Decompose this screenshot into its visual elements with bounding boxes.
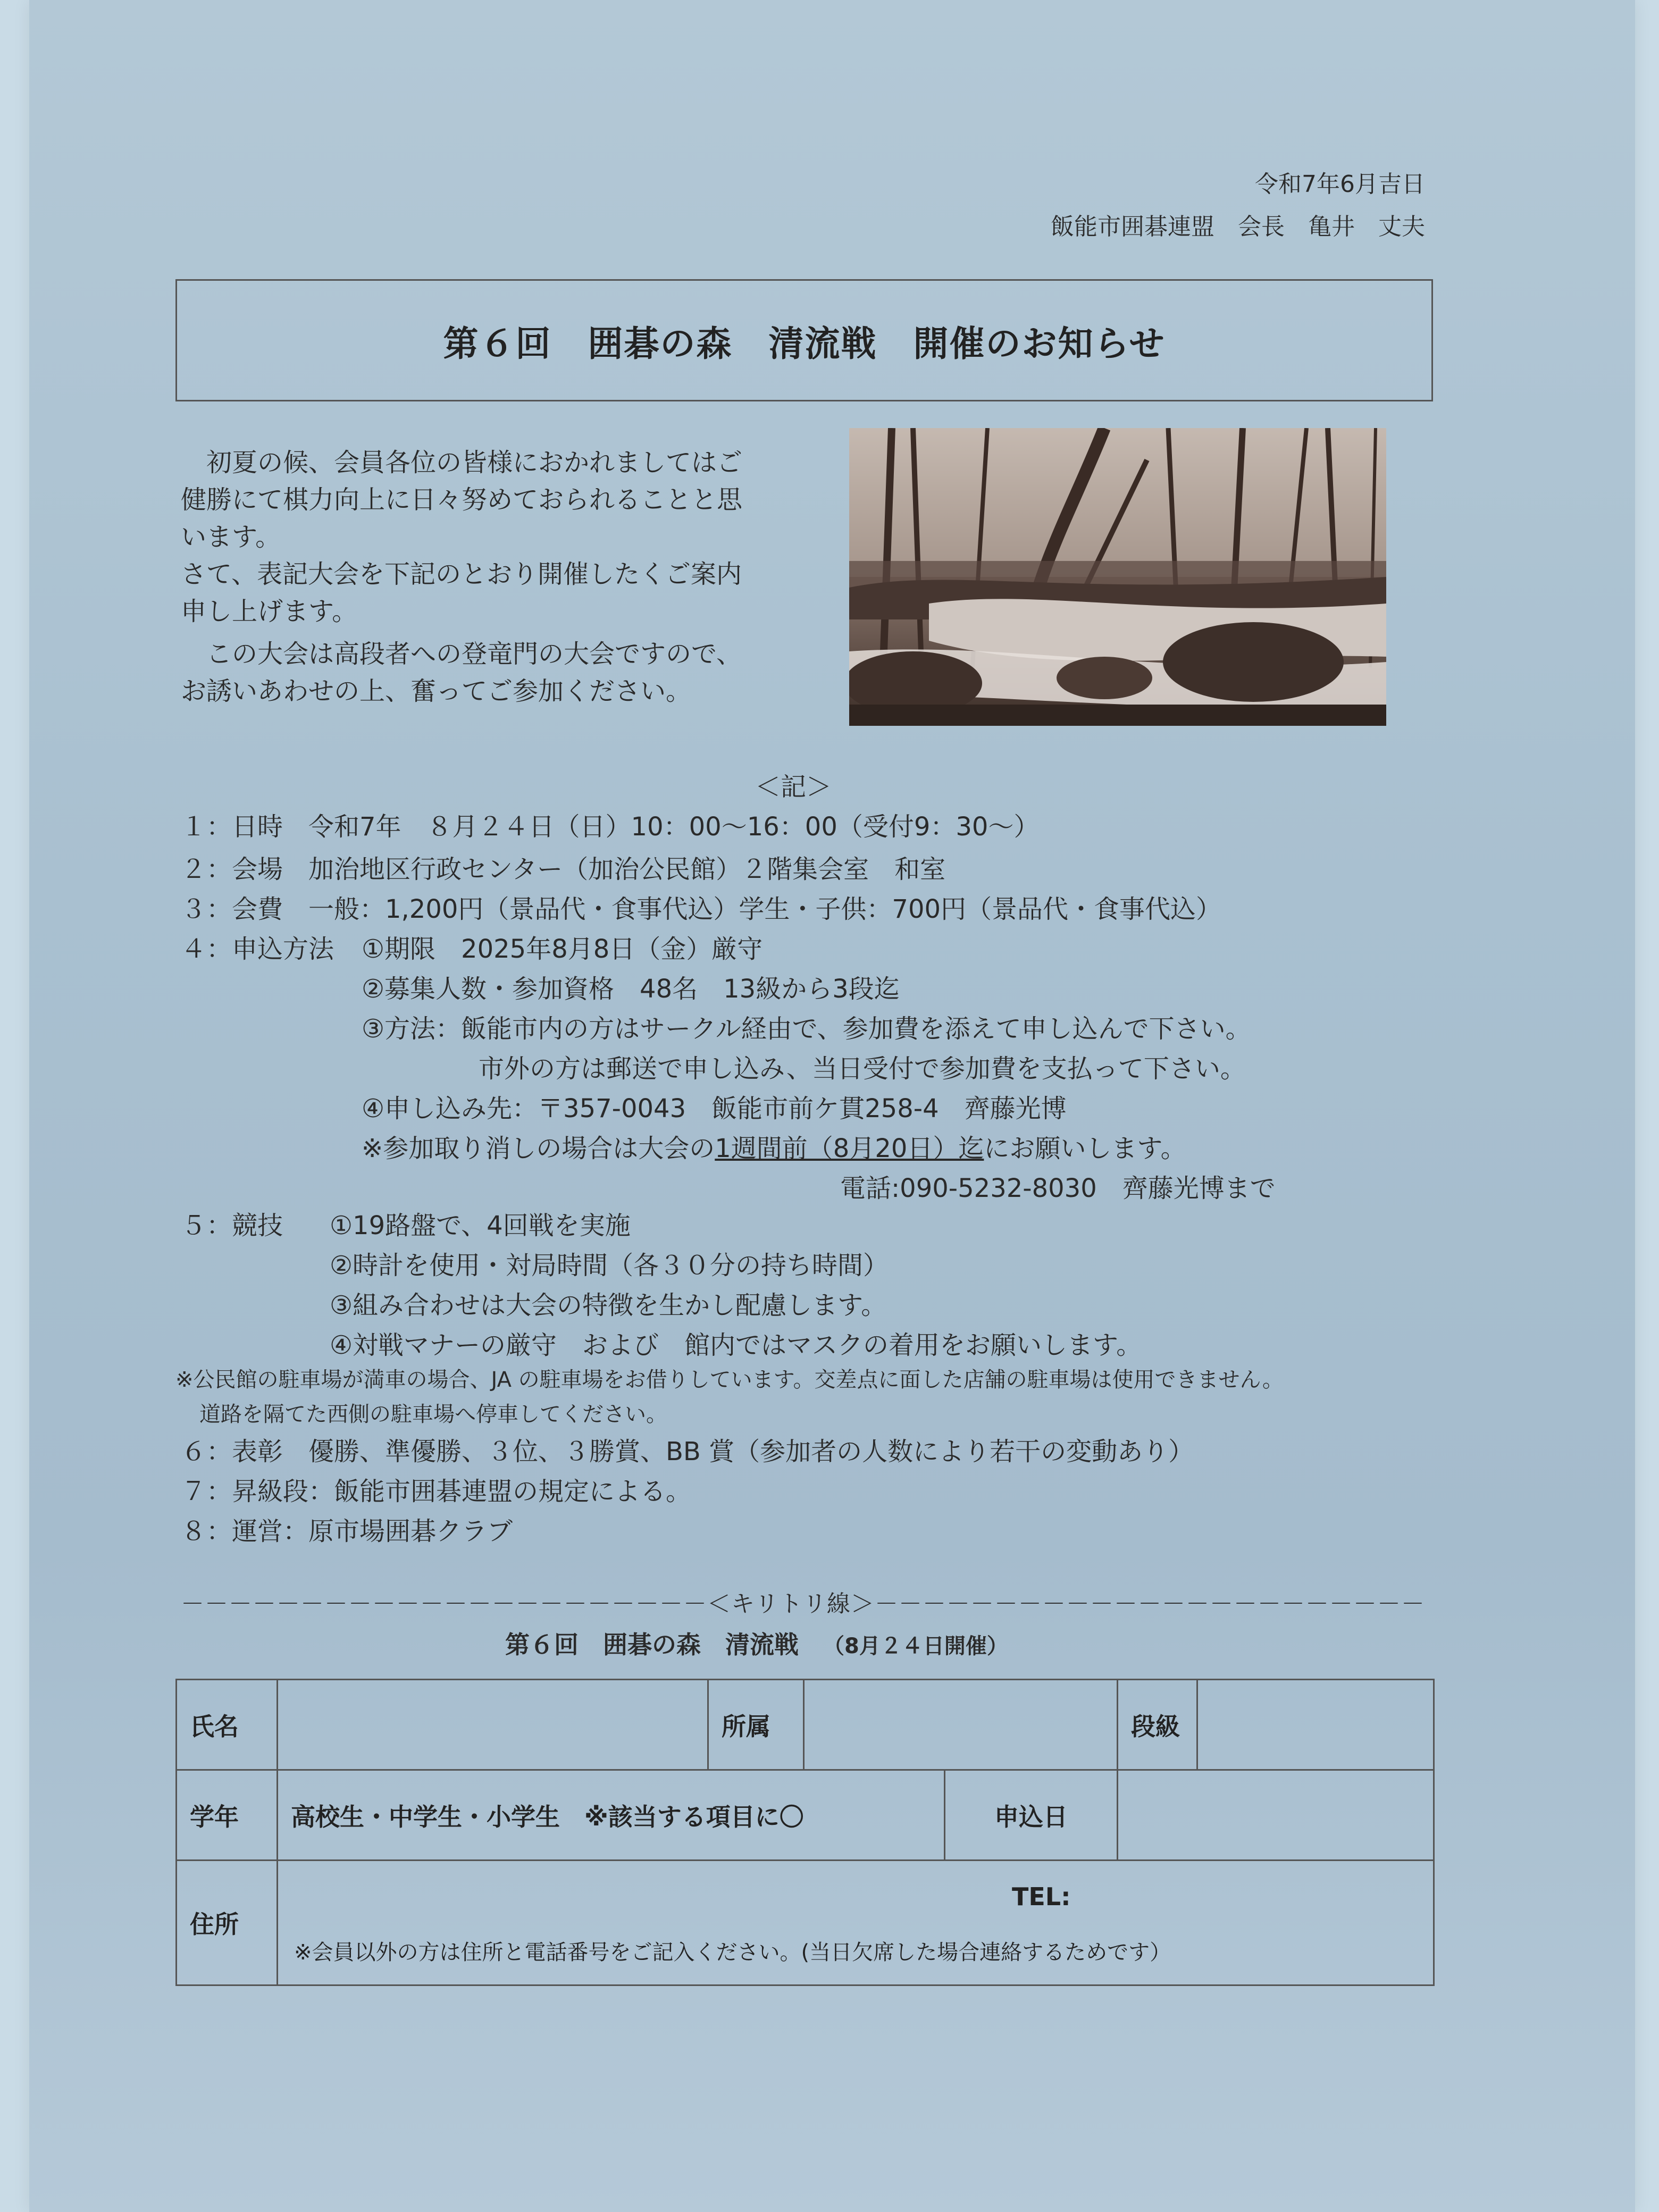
cancel-note-post: にお願いします。: [984, 1134, 1186, 1163]
affiliation-label: 所属: [708, 1680, 804, 1770]
address-note: ※会員以外の方は住所と電話番号をご記入ください。(当日欠席した場合連絡するためです）: [294, 1940, 1171, 1965]
intro-line: お誘いあわせの上、奮ってご参加ください。: [181, 676, 692, 706]
tel-label: TEL:: [1012, 1882, 1071, 1911]
grade-label: 学年: [177, 1770, 278, 1861]
cancel-note: [362, 1130, 1186, 1167]
intro-line: この大会は高段者への登竜門の大会ですので、: [181, 639, 742, 669]
item-competition-label: ５：競技: [181, 1211, 283, 1241]
intro-line: います。: [181, 522, 281, 552]
name-field[interactable]: [278, 1680, 708, 1770]
application-deadline: ①期限 2025年8月8日（金）厳守: [362, 934, 763, 964]
name-label: 氏名: [177, 1680, 278, 1770]
apply-date-label: 申込日: [945, 1770, 1118, 1861]
grade-options[interactable]: 高校生・中学生・小学生 ※該当する項目に〇: [278, 1770, 945, 1861]
forest-stream-photo: [849, 428, 1386, 726]
address-field[interactable]: [278, 1861, 1434, 1985]
intro-line: 初夏の候、会員各位の皆様におかれましてはご: [181, 448, 743, 477]
application-capacity: ②募集人数・参加資格 48名 13級から3段迄: [362, 974, 900, 1004]
application-form: [175, 1679, 1435, 1986]
item-awards: ６：表彰 優勝、準優勝、３位、３勝賞、BB 賞（参加者の人数により若干の変動あり）: [181, 1437, 1194, 1467]
ki-heading: ＜記＞: [755, 772, 832, 802]
item-datetime: １：日時 令和7年 ８月２４日（日）10：00〜16：00（受付9：30〜）: [181, 812, 1040, 842]
competition-rule-2: ②時計を使用・対局時間（各３０分の持ち時間）: [330, 1251, 889, 1280]
contact-phone: 電話:090-5232-8030 齊藤光博まで: [840, 1174, 1276, 1203]
affiliation-field[interactable]: [804, 1680, 1118, 1770]
item-organizer: ８：運営：原市場囲碁クラブ: [181, 1516, 513, 1546]
parking-note-2: 道路を隔てた西側の駐車場へ停車してください。: [199, 1402, 667, 1427]
application-method-city: ③方法：飯能市内の方はサークル経由で、参加費を添えて申し込んで下さい。: [362, 1014, 1251, 1044]
apply-date-field[interactable]: [1118, 1770, 1434, 1861]
organization-signature: 飯能市囲碁連盟 会長 亀井 丈夫: [1051, 213, 1425, 240]
item-venue: ２：会場 加治地区行政センター（加治公民館）２階集会室 和室: [181, 854, 946, 884]
intro-line: 申し上げます。: [181, 597, 358, 626]
form-title-text: 第６回 囲碁の森 清流戦: [505, 1630, 799, 1659]
form-title: [505, 1626, 1008, 1665]
application-address: ④申し込み先：〒357-0043 飯能市前ケ貫258-4 齊藤光博: [362, 1094, 1067, 1124]
form-title-date: （8月２４日開催）: [823, 1634, 1008, 1658]
rank-label: 段級: [1118, 1680, 1197, 1770]
cancel-deadline: 1週間前（8月20日）迄: [715, 1134, 984, 1163]
item-promotion: ７：昇級段：飯能市囲碁連盟の規定による。: [181, 1477, 692, 1506]
intro-line: さて、表記大会を下記のとおり開催したくご案内: [181, 559, 742, 589]
parking-note: ※公民館の駐車場が満車の場合、JA の駐車場をお借りしています。交差点に面した店舗の駐車場は使用できません。: [175, 1368, 1284, 1392]
address-label: 住所: [177, 1861, 278, 1985]
item-application-label: ４：申込方法: [181, 934, 334, 964]
notice-title: 第６回 囲碁の森 清流戦 開催のお知らせ: [175, 279, 1433, 401]
cut-line: －－－－－－－－－－－－－－－－－－－－－－＜キリトリ線＞－－－－－－－－－－－－－－－－－－－－－－－: [181, 1590, 1425, 1618]
cancel-note-pre: ※参加取り消しの場合は大会の: [362, 1134, 715, 1163]
item-fee: ３：会費 一般：1,200円（景品代・食事代込）学生・子供：700円（景品代・食事代込）: [181, 894, 1222, 924]
competition-rule-3: ③組み合わせは大会の特徴を生かし配慮します。: [330, 1291, 887, 1320]
intro-line: 健勝にて棋力向上に日々努めておられることと思: [181, 485, 743, 515]
competition-rule-4: ④対戦マナーの厳守 および 館内ではマスクの着用をお願いします。: [330, 1330, 1142, 1360]
rank-field[interactable]: [1197, 1680, 1434, 1770]
application-method-outside: 市外の方は郵送で申し込み、当日受付で参加費を支払って下さい。: [479, 1054, 1246, 1084]
forest-stream-photo-icon: [849, 428, 1386, 726]
issue-date: 令和7年6月吉日: [1255, 171, 1425, 198]
competition-rule-1: ①19路盤で、4回戦を実施: [330, 1211, 631, 1241]
